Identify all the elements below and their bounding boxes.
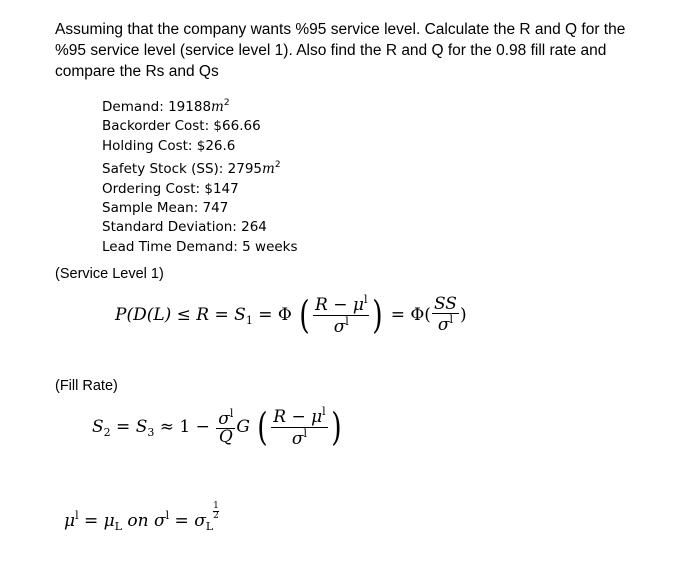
ordering-cost-row: Ordering Cost: $147: [102, 180, 239, 197]
eq1-denominator-sup: l: [345, 314, 349, 328]
eq3-equals-mu: = μ: [78, 511, 115, 531]
eq3-exponent-numerator: 1: [213, 501, 219, 511]
given-data-list: [102, 94, 298, 257]
eq2-sigma-over-q: [216, 408, 235, 448]
eq1-lhs-subscript: 1: [245, 313, 253, 327]
eq2-approx: ≈ 1 −: [154, 416, 216, 437]
eq3-sigma-subscript: L: [205, 520, 214, 533]
safety-stock-unit: m: [262, 161, 275, 178]
eq2-denominator-sup: l: [303, 426, 308, 440]
eq1-lhs: P(D(L) ≤ R = S: [115, 304, 246, 325]
eq1-rhs-close: ): [459, 304, 467, 325]
eq2-equals-s3: = S: [110, 416, 148, 437]
eq2-numerator: R − μ: [273, 407, 323, 427]
eq3-mu-sup: l: [75, 509, 79, 522]
eq3-mu-subscript: L: [114, 520, 123, 533]
eq1-fraction: [313, 294, 369, 337]
fill-rate-heading: (Fill Rate): [55, 378, 118, 394]
eq2-frac-denominator: Q: [218, 427, 233, 448]
question-line-1: Assuming that the company wants %95 service level. Calculate the R and Q for the: [55, 21, 626, 38]
eq2-frac-numerator-sup: l: [229, 406, 234, 420]
fill-rate-equation: [92, 406, 344, 449]
eq1-open-paren: (: [299, 293, 310, 338]
eq1-rhs-numerator: SS: [433, 293, 457, 314]
eq2-fraction: [271, 406, 327, 449]
eq2-close-paren: ): [330, 405, 342, 450]
safety-stock-exponent: 2: [274, 160, 281, 171]
question-line-2: %95 service level (service level 1). Also find the R and Q for the 0.98 fill rate and: [55, 42, 607, 59]
mean-sigma-equation: [64, 502, 219, 533]
demand-label: Demand: 19188: [102, 99, 212, 115]
eq3-mu: μ: [64, 511, 76, 531]
eq2-frac-numerator: σ: [218, 408, 230, 429]
eq2-s3-subscript: 3: [147, 425, 155, 439]
safety-stock-row: [102, 156, 298, 179]
eq1-rhs-fraction: [432, 293, 459, 336]
eq1-numerator-sup: l: [363, 293, 368, 306]
lead-time-demand-row: Lead Time Demand: 5 weeks: [102, 238, 298, 255]
demand-unit: m: [211, 99, 224, 115]
holding-cost-row: Holding Cost: $26.6: [102, 137, 236, 154]
eq1-rhs-denominator-sup: l: [449, 313, 453, 327]
backorder-cost-row: Backorder Cost: $66.66: [102, 118, 261, 135]
eq1-numerator: R − μ: [315, 295, 364, 315]
safety-stock-label: Safety Stock (SS): 2795: [102, 161, 262, 178]
eq1-rhs-denominator: σ: [437, 315, 450, 336]
eq3-exponent-denominator: 2: [213, 511, 219, 521]
eq1-close-paren: ): [372, 293, 384, 338]
demand-row: [102, 94, 298, 117]
service-level-equation: [115, 294, 467, 337]
service-level-heading: (Service Level 1): [55, 266, 164, 282]
question-line-3: compare the Rs and Qs: [55, 63, 219, 80]
sample-mean-row: Sample Mean: 747: [102, 200, 229, 217]
eq3-sigma-sup: l: [165, 509, 170, 522]
eq2-s2: S: [92, 416, 104, 437]
eq3-equals-sigma: = σ: [169, 511, 206, 531]
demand-exponent: 2: [223, 98, 230, 108]
standard-deviation-row: Standard Deviation: 264: [102, 219, 267, 236]
eq3-exponent-fraction: [213, 502, 219, 521]
eq2-g: G: [236, 416, 251, 437]
eq2-s2-subscript: 2: [103, 425, 111, 439]
eq2-numerator-sup: l: [322, 405, 326, 418]
eq3-on-sigma: on σ: [122, 511, 166, 531]
eq1-rhs: = Φ(: [390, 304, 431, 325]
eq2-denominator: σ: [291, 428, 304, 449]
question-text: [55, 19, 675, 82]
eq2-open-paren: (: [257, 405, 269, 450]
eq1-equals-phi: = Φ: [252, 304, 292, 325]
eq1-denominator: σ: [333, 316, 346, 337]
